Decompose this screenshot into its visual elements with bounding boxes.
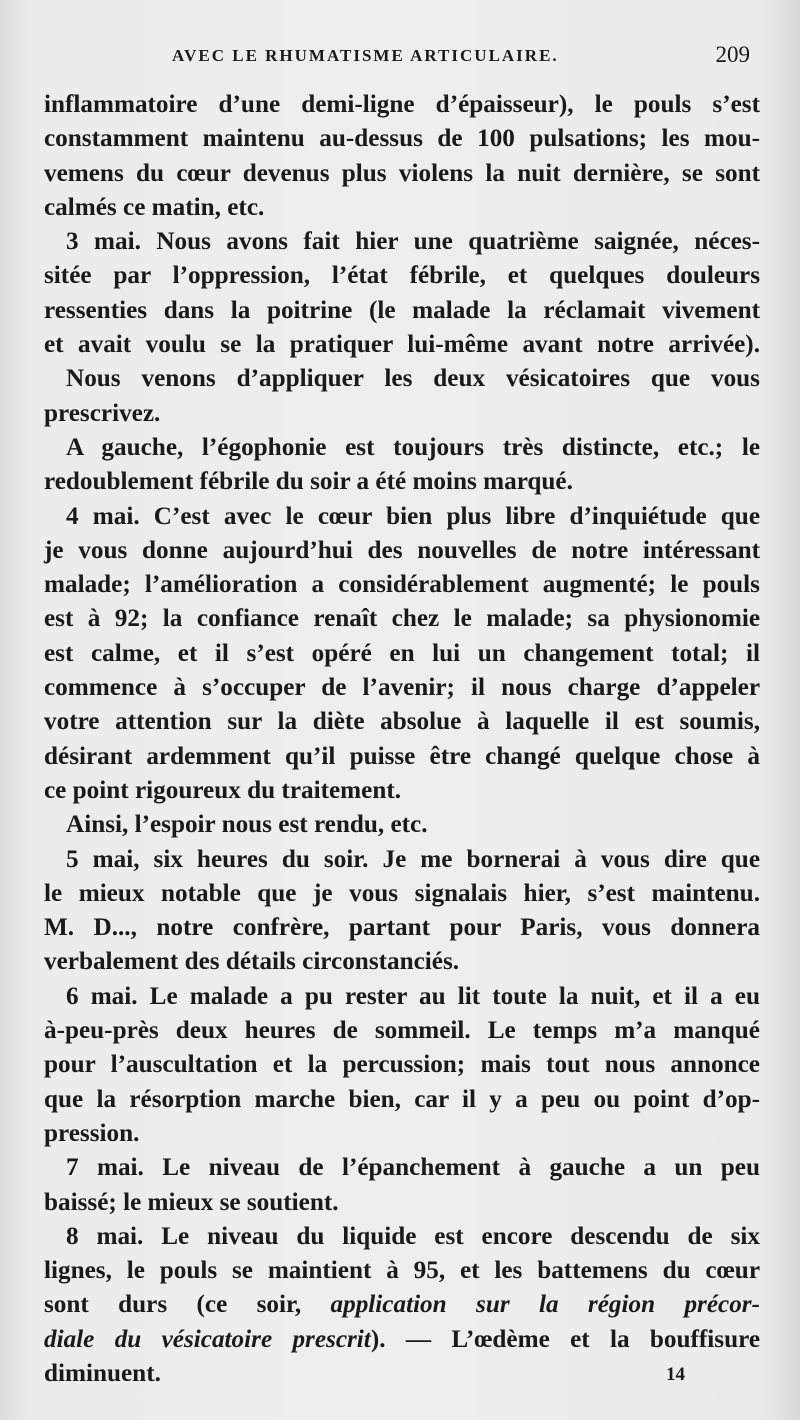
text-segment: sont durs (ce soir, (44, 1291, 331, 1319)
text-line (44, 740, 760, 774)
text-line (44, 225, 760, 259)
text-line (44, 259, 760, 293)
text-segment: ). — L’œdème et la bouffisure (370, 1325, 760, 1353)
text-segment: Nous venons d’appliquer les deux vésicatoires que vous (66, 365, 760, 393)
text-segment: à-peu-près deux heures de sommeil. Le temps m’a manqué (44, 1017, 760, 1045)
text-segment: M. D..., notre confrère, partant pour Paris, vous donnera (44, 914, 760, 942)
text-line (44, 1254, 760, 1288)
italic-segment: application sur la région précor- (330, 1291, 760, 1319)
text-line (44, 431, 760, 465)
text-segment: que la résorption marche bien, car il y a peu ou point d’op- (44, 1085, 760, 1113)
text-segment: diminuent. (44, 1359, 161, 1387)
text-segment: 7 mai. Le niveau de l’épanchement à gauche a un peu (66, 1154, 760, 1182)
text-segment: commence à s’occuper de l’avenir; il nous charge d’appeler (44, 674, 760, 702)
text-segment: pour l’auscultation et la percussion; mais tout nous annonce (44, 1051, 760, 1079)
text-segment: baissé; le mieux se soutient. (44, 1188, 339, 1216)
signature-mark: 14 (666, 1364, 685, 1385)
page-number: 209 (715, 42, 750, 67)
text-line (44, 1083, 760, 1117)
body-text (44, 88, 760, 1391)
italic-segment: diale du vésicatoire prescrit (44, 1325, 371, 1353)
text-line (44, 88, 760, 122)
text-segment: désirant ardemment qu’il puisse être changé quelque chose à (44, 742, 760, 770)
text-segment: votre attention sur la diète absolue à laquelle il est soumis, (44, 708, 760, 736)
text-segment: ce point rigoureux du traitement. (44, 776, 402, 804)
text-segment: inflammatoire d’une demi-ligne d’épaisseur), le pouls s’est (44, 91, 760, 118)
text-line (44, 602, 760, 636)
text-line (44, 568, 760, 602)
text-segment: est calme, et il s’est opéré en lui un changement total; il (44, 639, 760, 667)
text-line (44, 1288, 760, 1322)
text-segment: A gauche, l’égophonie est toujours très distincte, etc.; le (66, 433, 760, 461)
text-segment: calmés ce matin, etc. (44, 193, 265, 221)
text-line (44, 705, 760, 739)
text-segment: redoublement fébrile du soir a été moins marqué. (44, 468, 573, 496)
text-line (44, 397, 760, 431)
text-segment: lignes, le pouls se maintient à 95, et les battemens du cœur (44, 1257, 760, 1285)
text-line (44, 1014, 760, 1048)
text-line (44, 877, 760, 911)
text-line (44, 1186, 760, 1220)
text-line (44, 1117, 760, 1151)
text-segment: 6 mai. Le malade a pu rester au lit toute la nuit, et il a eu (66, 982, 760, 1010)
text-segment: malade; l’amélioration a considérablement augmenté; le pouls (44, 571, 760, 599)
text-segment: constamment maintenu au-dessus de 100 pulsations; les mou- (44, 125, 760, 153)
text-line (44, 1220, 760, 1254)
text-line (44, 911, 760, 945)
text-segment: ressenties dans la poitrine (le malade la réclamait vivement (44, 296, 760, 324)
text-line (44, 1151, 760, 1185)
text-segment: 5 mai, six heures du soir. Je me bornerai à vous dire que (66, 845, 760, 873)
text-line (44, 294, 760, 328)
text-line (44, 500, 760, 534)
text-segment: verbalement des détails circonstanciés. (44, 948, 460, 976)
text-segment: prescrivez. (44, 399, 161, 427)
text-line (44, 122, 760, 156)
text-line (44, 980, 760, 1014)
text-segment: le mieux notable que je vous signalais hier, s’est maintenu. (44, 879, 760, 907)
text-line (44, 191, 760, 225)
text-segment: 4 mai. C’est avec le cœur bien plus libre d’inquiétude que (66, 502, 760, 530)
text-segment: Ainsi, l’espoir nous est rendu, etc. (66, 811, 428, 839)
text-segment: je vous donne aujourd’hui des nouvelles de notre intéressant (44, 536, 760, 564)
text-line (44, 328, 760, 362)
text-segment: et avait voulu se la pratiquer lui-même avant notre arrivée). (44, 331, 760, 359)
text-segment: 3 mai. Nous avons fait hier une quatrième saignée, néces- (66, 228, 760, 256)
text-line (44, 1048, 760, 1082)
text-segment: 8 mai. Le niveau du liquide est encore descendu de six (66, 1222, 760, 1250)
text-line (44, 774, 760, 808)
text-line (44, 534, 760, 568)
text-segment: est à 92; la confiance renaît chez le malade; sa physionomie (44, 605, 760, 633)
text-line (44, 362, 760, 396)
page-header (0, 42, 800, 76)
text-line (44, 808, 760, 842)
text-line (44, 157, 760, 191)
text-line (44, 1323, 760, 1357)
text-segment: pression. (44, 1119, 140, 1147)
text-line (44, 465, 760, 499)
text-segment: vemens du cœur devenus plus violens la nuit dernière, se sont (44, 159, 760, 187)
running-head: AVEC LE RHUMATISME ARTICULAIRE. (172, 46, 559, 65)
text-line (44, 637, 760, 671)
text-segment: sitée par l’oppression, l’état fébrile, et quelques douleurs (44, 262, 760, 290)
text-line (44, 671, 760, 705)
text-line (44, 843, 760, 877)
text-line (44, 1357, 760, 1391)
text-line (44, 945, 760, 979)
